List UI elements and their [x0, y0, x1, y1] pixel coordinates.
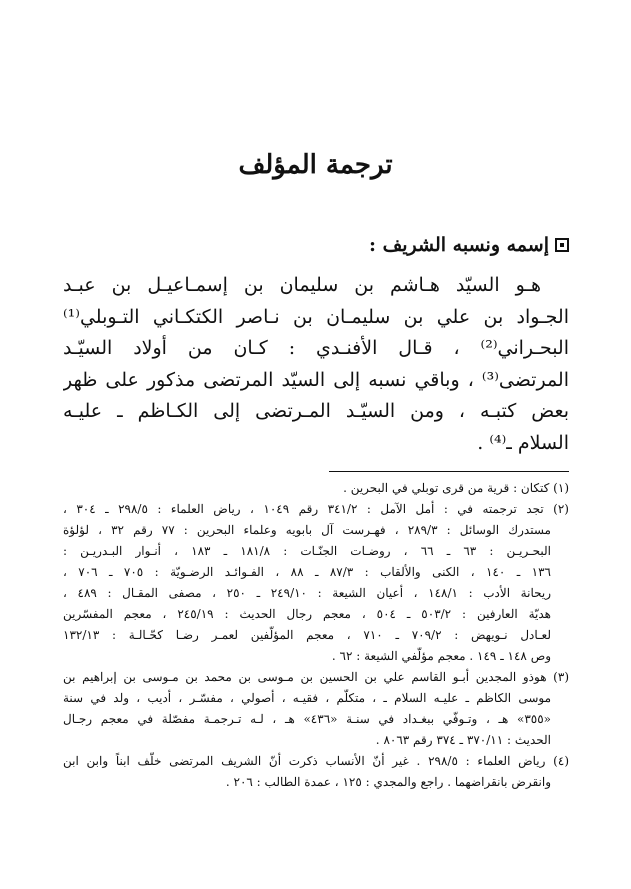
- body-line: المرتضى⁽³⁾ ، وباقي نسبه إلى السيّد المرتضى مذكور على ظهر: [63, 368, 569, 391]
- page-title: ترجمة المؤلف: [238, 150, 393, 180]
- footnote-line: موسى الكاظم ـ عليـه السلام ـ ، متكلّم ، فقيـه ، أصولي ، مفسّـر ، أديب ، ولد في سنة: [63, 691, 551, 705]
- body-line: السلام ـ⁽⁴⁾ .: [477, 431, 569, 454]
- footnote-line: (٣) هوذو المجدين أبـو القاسم علي بن الحسين بن مـوسى بن محمد بن مـوسى بن إبراهيم بن: [63, 670, 569, 684]
- footnote-line: (٢) تجد ترجمته في : أمل الآمل : ٣٤١/٢ رقم ١٠٤٩ ، رياض العلماء : ٢٩٨/٥ ـ ٣٠٤ ،: [63, 502, 569, 516]
- footnote-line: وص ١٤٨ ـ ١٤٩ . معجم مؤلّفي الشيعة : ٦٢ .: [331, 649, 551, 663]
- footnote-line: ١٣٦ ـ ١٤٠ ، الكنى والألقاب : ٨٧/٣ ـ ٨٨ ، الفـوائـد الرضـويّة : ٧٠٥ ـ ٧٠٦ ،: [63, 565, 551, 579]
- body-line: بعض كتبـه ، ومن السيّـد المـرتضى إلى الكـاظم ـ عليـه: [63, 400, 569, 422]
- footnote-line: لعـادل نـويهض : ٧٠٩/٢ ـ ٧١٠ ، معجم المؤلّفين لعمـر رضـا كحّـالـة : ١٣٢/١٣: [63, 628, 552, 642]
- footnote-line: (١) كتكان : قرية من قرى توبلي في البحرين .: [343, 481, 569, 495]
- section-heading: [369, 234, 569, 256]
- body-line: الجـواد بن علي بن سليمـان بن نـاصر الكتكـاني التـوبلي⁽¹⁾: [63, 305, 569, 328]
- footnote-line: ريحانة الأدب : ١٤٨/١ ، أعيان الشيعة : ٢٤٩/١٠ ـ ٢٥٠ ، مصفى المقـال : ٤٨٩ ،: [63, 586, 551, 600]
- footnote-line: البحـريـن : ٦٣ ـ ٦٦ ، روضـات الجنّـات : ١٨١/٨ ـ ١٨٣ ، أنـوار البـدريـن :: [63, 544, 552, 558]
- biography-paragraph: [63, 270, 569, 459]
- footnote-line: الحديث : ٣٧٠/١١ ـ ٣٧٤ رقم ٨٠٦٣ .: [375, 733, 551, 747]
- body-line: هـو السيّد هـاشم بن سليمان بن إسمـاعيـل بن عبـد: [63, 274, 541, 296]
- body-line: البحـراني⁽²⁾ ، قـال الأفنـدي : كـان من أولاد السيّـد: [63, 337, 569, 359]
- footnote-line: وانقرض بانقراضهما . راجع والمجدي : ١٢٥ ، عمدة الطالب : ٢٠٦ .: [225, 775, 551, 789]
- footnote-line: (٤) رياض العلماء : ٢٩٨/٥ . غير أنّ الأنساب ذكرت أنّ الشريف المرتضى خلّف ابناً وابن ابن: [63, 754, 569, 768]
- footnote-line: «٣٥٥» هـ ، وتـوفّي ببغـداد في سنـة «٤٣٦» هـ ، لـه تـرجمـة مفصّلة في معجم رجـال: [63, 712, 552, 726]
- section-heading-text: إسمه ونسبه الشريف :: [368, 234, 549, 256]
- footnote-divider: [329, 471, 569, 472]
- footnotes: [63, 478, 569, 793]
- square-bullet-icon: [555, 238, 569, 252]
- footnote-line: هديّة العارفين : ٥٠٣/٢ ـ ٥٠٤ ، معجم رجال الحديث : ٢٤٥/١٩ ، معجم المفسّرين: [63, 607, 551, 621]
- footnote-line: مستدرك الوسائل : ٢٨٩/٣ ، فهـرست آل بابويه وعلماء البحرين : ٧٧ رقم ٣٢ ، لؤلؤة: [63, 523, 551, 537]
